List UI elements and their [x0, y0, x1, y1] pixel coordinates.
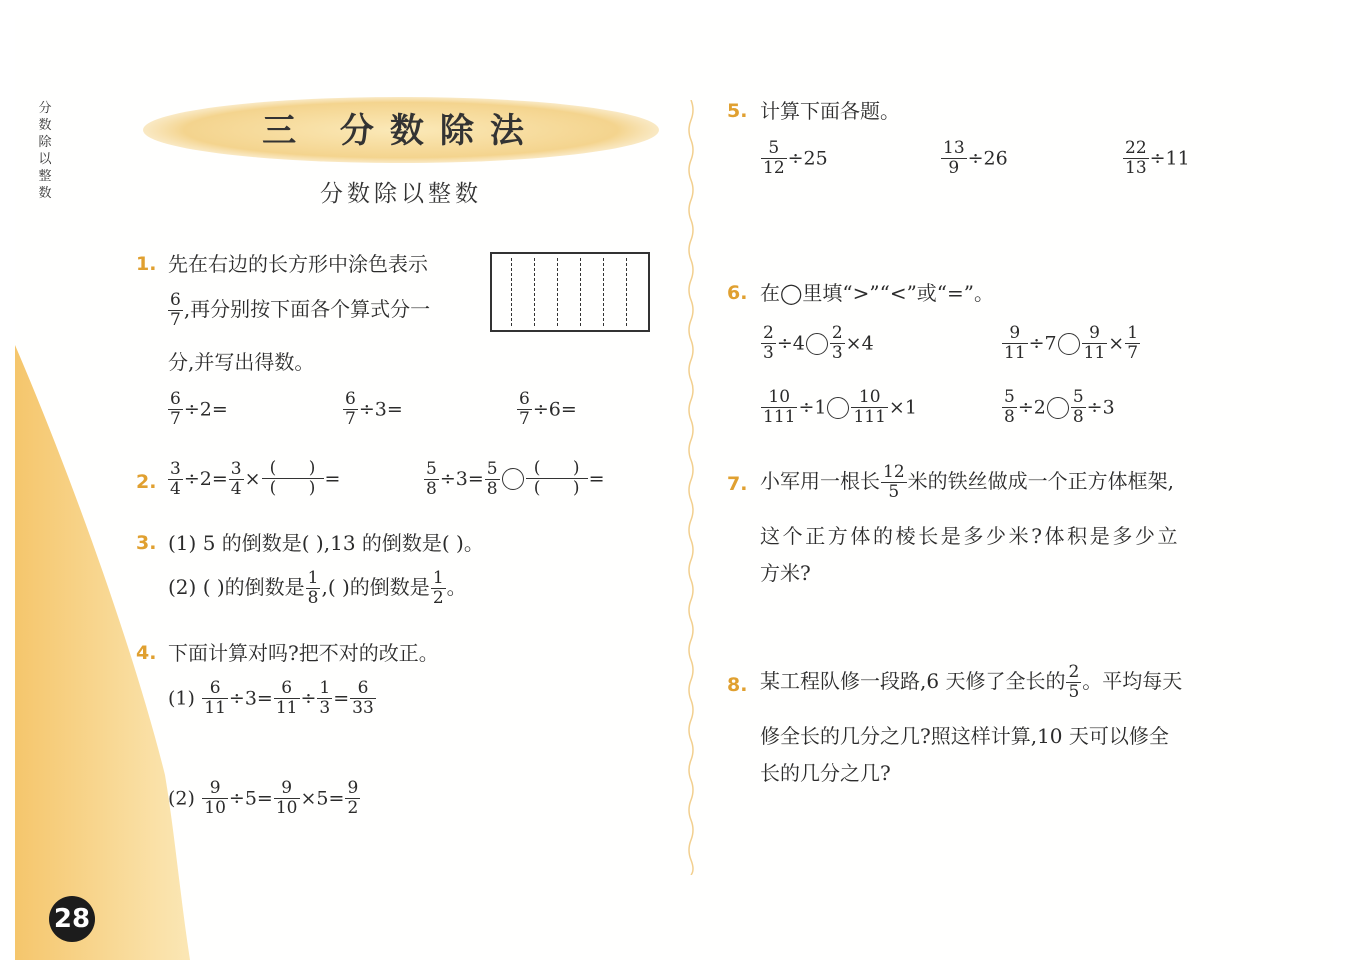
compare-circle[interactable] — [502, 468, 524, 490]
q7-line3: 方米? — [760, 561, 811, 585]
compare-circle[interactable] — [1047, 397, 1069, 419]
sidebar-char: 整 — [38, 169, 52, 184]
q1-line1: 先在右边的长方形中涂色表示 — [168, 252, 428, 276]
q6-compare: $\frac{2}{3}$ ÷4 $\frac{2}{3}$ ×4 — [763, 323, 874, 363]
q6-compare: $\frac{9}{11}$ ÷7 $\frac{9}{11}$ × $\frac{1}{7}$ — [1004, 323, 1139, 363]
q6-compare: $\frac{5}{8}$ ÷2 $\frac{5}{8}$ ÷3 — [1004, 387, 1115, 427]
q5-expression: $\frac{22}{13}$ ÷11 — [1125, 138, 1190, 178]
fraction: $\frac{6}{7}$ — [170, 290, 181, 330]
sidebar-char: 数 — [38, 118, 52, 133]
answer-blank-fraction[interactable]: ( ) ( ) — [526, 459, 588, 499]
sidebar-char: 分 — [38, 101, 52, 116]
sidebar-char: 以 — [38, 152, 52, 167]
section-subtitle: 分数除以整数 — [320, 181, 482, 207]
q5-text: 计算下面各题。 — [760, 99, 900, 123]
q2-expression-a: $\frac{3}{4}$ ÷2= $\frac{3}{4}$ × ( ) ( ) = — [170, 458, 341, 499]
q4-part1: (1) $\frac{6}{11}$ ÷3= $\frac{6}{11}$ ÷ $\frac{1}{3}$ = $\frac{6}{33}$ — [168, 678, 374, 718]
compare-circle[interactable] — [1058, 333, 1080, 355]
question-number: 1. — [136, 253, 157, 275]
question-number: 4. — [136, 642, 157, 664]
shading-rectangle[interactable] — [490, 252, 650, 332]
compare-circle[interactable] — [827, 397, 849, 419]
compare-circle[interactable] — [806, 333, 828, 355]
q7-line2: 这个正方体的棱长是多少米?体积是多少立 — [760, 524, 1181, 548]
q2-expression-b: $\frac{5}{8}$ ÷3= $\frac{5}{8}$ ( ) ( ) = — [426, 458, 605, 499]
q8-line1: 某工程队修一段路,6 天修了全长的 $\frac{2}{5}$ 。平均每天 — [760, 662, 1183, 702]
question-number: 3. — [136, 532, 157, 554]
q1-line3: 分,并写出得数。 — [168, 350, 315, 374]
q6-text: 在◯里填“>”“<”或“=”。 — [760, 281, 995, 305]
page-number: 28 — [49, 896, 95, 942]
q4-text: 下面计算对吗?把不对的改正。 — [168, 641, 439, 665]
q4-part2: (2) $\frac{9}{10}$ ÷5= $\frac{9}{10}$ ×5= $\frac{9}{2}$ — [168, 778, 359, 818]
sidebar-char: 数 — [38, 186, 52, 201]
q8-line2: 修全长的几分之几?照这样计算,10 天可以修全 — [760, 724, 1169, 748]
page-title: 三 分数除法 — [262, 111, 540, 151]
q3-line1: (1) 5 的倒数是( ),13 的倒数是( )。 — [168, 531, 484, 555]
question-number: 6. — [727, 282, 748, 304]
question-number: 5. — [727, 100, 748, 122]
question-number: 7. — [727, 473, 748, 495]
q1-line2: $\frac{6}{7}$ ,再分别按下面各个算式分一 — [170, 290, 431, 330]
q5-expression: $\frac{13}{9}$ ÷26 — [943, 138, 1008, 178]
q5-expression: $\frac{5}{12}$ ÷25 — [763, 138, 828, 178]
q1-expression: $\frac{6}{7}$ ÷6= — [519, 389, 577, 429]
q8-line3: 长的几分之几? — [760, 761, 891, 785]
question-number: 2. — [136, 471, 157, 493]
q1-expression: $\frac{6}{7}$ ÷2= — [170, 389, 228, 429]
column-divider — [687, 100, 695, 875]
answer-blank-fraction[interactable]: ( ) ( ) — [262, 459, 324, 499]
q1-expression: $\frac{6}{7}$ ÷3= — [345, 389, 403, 429]
q6-compare: $\frac{10}{111}$ ÷1 $\frac{10}{111}$ ×1 — [763, 387, 917, 427]
q7-line1: 小军用一根长 $\frac{12}{5}$ 米的铁丝做成一个正方体框架, — [760, 462, 1174, 502]
question-number: 8. — [727, 674, 748, 696]
q3-line2: (2) ( )的倒数是 $\frac{1}{8}$ ,( )的倒数是 $\frac{1}{2}$ 。 — [168, 568, 467, 608]
sidebar-vertical-label — [35, 100, 55, 202]
sidebar-char: 除 — [38, 135, 52, 150]
workbook-page — [15, 15, 1333, 960]
